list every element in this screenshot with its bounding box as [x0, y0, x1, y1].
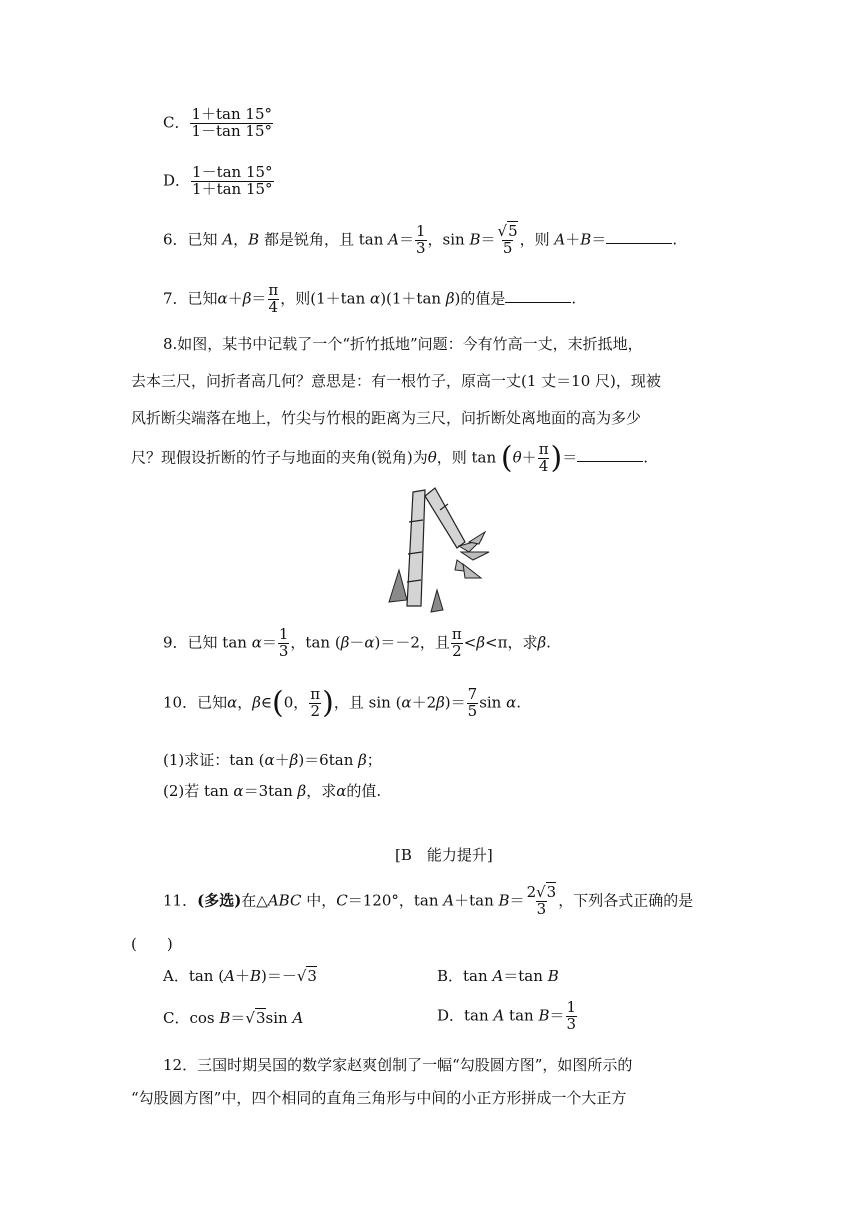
question-8-line-4: [131, 442, 648, 475]
fraction: [451, 627, 463, 660]
text: ，求: [306, 782, 337, 800]
fraction: [191, 165, 274, 198]
var: α: [370, 289, 381, 308]
var: β: [445, 289, 455, 308]
text: ＝: [261, 633, 277, 652]
question-11: [163, 885, 693, 918]
question-8-line-3: 风折断尖端落在地上，竹尖与竹根的距离为三尺，问折断处离地面的高为多少: [131, 409, 642, 427]
var: α: [217, 289, 228, 308]
text: ，sin: [427, 230, 470, 249]
text: 尺？现假设折断的竹子与地面的夹角(锐角)为: [131, 448, 428, 467]
q11-option-d[interactable]: [437, 1000, 578, 1033]
q11-option-c[interactable]: C．cos B＝√3sin A: [163, 1009, 304, 1027]
denominator: 3: [566, 1014, 577, 1033]
var: β: [297, 782, 307, 800]
text: D．tan: [437, 1006, 494, 1025]
answer-blank[interactable]: [505, 288, 571, 303]
text: ＋2: [411, 693, 437, 712]
denominator: 5: [502, 238, 513, 257]
text: 0，: [283, 693, 309, 712]
text: .: [643, 448, 649, 467]
text: <π，求: [485, 633, 538, 652]
denominator: 2: [452, 641, 462, 660]
var: A: [224, 967, 235, 985]
coefficient: 2: [526, 883, 537, 901]
text: ，下列各式正确的是: [558, 891, 694, 910]
text: ＝tan: [503, 967, 548, 985]
var: β: [537, 633, 547, 652]
q5-option-c: [163, 107, 274, 140]
question-9: [163, 627, 551, 660]
section-heading: [B 能力提升]: [395, 846, 493, 864]
text: C．cos: [163, 1009, 220, 1027]
fraction: [309, 687, 321, 720]
numerator: 1＋tan 15°: [191, 105, 273, 123]
text: tan: [504, 1006, 539, 1025]
text: ，则(1＋tan: [280, 289, 371, 308]
var: β: [289, 751, 299, 769]
denominator: 5: [467, 701, 478, 720]
text: 6．已知: [163, 230, 223, 249]
question-10-part-1: [163, 749, 382, 770]
radicand: 3: [546, 883, 557, 901]
text: .: [546, 633, 551, 652]
fraction: [497, 224, 519, 257]
text: ＝: [549, 1006, 565, 1025]
text: )＝: [444, 693, 466, 712]
var: α: [233, 782, 244, 800]
var: β: [252, 693, 261, 712]
denominator: 3: [278, 641, 289, 660]
denominator: 2: [310, 701, 320, 720]
text: 9．已知 tan: [163, 633, 252, 652]
numerator: 1－tan 15°: [192, 163, 273, 181]
var: β: [436, 693, 445, 712]
answer-paren[interactable]: ( ): [131, 935, 173, 953]
answer-blank[interactable]: [577, 447, 643, 462]
var: B: [498, 891, 510, 910]
radicand: 5: [508, 222, 518, 240]
q5-option-d: [163, 165, 275, 198]
var: A: [222, 230, 234, 249]
var: α: [364, 633, 375, 652]
denominator: 1－tan 15°: [191, 121, 273, 140]
var: A: [443, 891, 455, 910]
var: A: [388, 230, 399, 249]
right-paren: ): [322, 685, 334, 721]
question-6: [163, 224, 677, 257]
text: 在△: [241, 891, 268, 910]
text: ＝: [251, 289, 267, 308]
question-7: [163, 283, 576, 316]
var: C: [336, 891, 348, 910]
text: ＋: [274, 751, 290, 769]
denominator: 4: [538, 456, 549, 475]
numerator: π: [538, 440, 549, 458]
text: 都是锐角，且 tan: [259, 230, 389, 249]
text: ，且 sin (: [333, 693, 402, 712]
denominator: 4: [268, 297, 279, 316]
numerator: π: [310, 685, 321, 703]
var: β: [340, 633, 350, 652]
text: 7．已知: [163, 289, 218, 308]
var: α: [251, 633, 262, 652]
numerator: √5: [497, 222, 518, 240]
fraction: [415, 224, 427, 257]
text: ＝: [230, 1009, 246, 1027]
text: .: [672, 230, 678, 249]
left-paren: (: [272, 685, 284, 721]
text: ＝: [562, 448, 578, 467]
var: B: [580, 230, 592, 249]
text: 中，: [301, 891, 337, 910]
text: ，则 tan: [436, 448, 501, 467]
text: ＝: [480, 230, 496, 249]
text: ＝: [398, 230, 414, 249]
var: α: [264, 751, 275, 769]
text: sin: [479, 693, 507, 712]
text: ，tan (: [290, 633, 341, 652]
text: ，: [237, 693, 253, 712]
radicand: 3: [307, 967, 317, 985]
var: A: [493, 1006, 505, 1025]
numerator: π: [451, 625, 462, 643]
var: A: [492, 967, 504, 985]
fraction: [566, 1000, 578, 1033]
answer-blank[interactable]: [606, 229, 672, 244]
fraction: [538, 442, 550, 475]
var: ABC: [267, 891, 302, 910]
option-label: C．: [163, 113, 190, 132]
question-10-part-2: [163, 780, 381, 801]
var: α: [227, 693, 238, 712]
numerator: 1: [278, 625, 289, 643]
text: (2)若 tan: [163, 782, 234, 800]
var: θ: [427, 448, 437, 467]
text: ∈: [260, 693, 273, 712]
right-paren: ): [550, 440, 563, 476]
q11-option-b[interactable]: [437, 965, 559, 986]
fraction: [467, 687, 479, 720]
question-12-line-2: “勾股圆方图”中，四个相同的直角三角形与中间的小正方形拼成一个大正方: [131, 1089, 627, 1107]
text: )(1＋tan: [380, 289, 446, 308]
text: )的值是: [454, 289, 506, 308]
text: )＝6tan: [298, 751, 359, 769]
var: β: [358, 751, 367, 769]
text: ，则: [519, 230, 555, 249]
text: (1)求证：tan (: [163, 751, 265, 769]
question-12-line-1: 12．三国时期吴国的数学家赵爽创制了一幅“勾股圆方图”，如图所示的: [163, 1056, 633, 1074]
text: B．tan: [437, 967, 493, 985]
var: α: [506, 693, 517, 712]
radicand: 3: [255, 1009, 266, 1027]
text: ＝: [591, 230, 607, 249]
numerator: 1: [416, 222, 426, 240]
text: －: [349, 633, 365, 652]
text: 的值.: [346, 782, 382, 800]
var: B: [249, 967, 261, 985]
text: ；: [366, 751, 382, 769]
denominator: 1＋tan 15°: [192, 179, 273, 198]
question-8-line-1: 8.如图，某书中记载了一个“折竹抵地”问题：今有竹高一丈，末折抵地，: [163, 335, 643, 353]
var: α: [401, 693, 412, 712]
fraction: [190, 107, 273, 140]
var: α: [336, 782, 347, 800]
bamboo-illustration-icon: [385, 482, 505, 614]
text: sin: [265, 1009, 293, 1027]
text: .: [571, 289, 577, 308]
var: A: [554, 230, 566, 249]
q11-option-a[interactable]: A．tan (A＋B)＝－√3: [163, 967, 317, 985]
var: B: [219, 1009, 231, 1027]
text: .: [516, 693, 522, 712]
fraction: [526, 885, 558, 918]
var: B: [538, 1006, 550, 1025]
text: ＋: [227, 289, 243, 308]
text: )＝－: [260, 967, 297, 985]
text: 11．: [163, 891, 198, 910]
denominator: 3: [536, 899, 547, 918]
text: A．tan (: [163, 967, 225, 985]
text: ，: [233, 230, 249, 249]
fraction: [278, 627, 290, 660]
multi-select-tag: (多选): [197, 891, 242, 910]
var: β: [476, 633, 486, 652]
var: B: [547, 967, 559, 985]
numerator: 1: [566, 998, 577, 1016]
question-10: [163, 687, 521, 720]
fraction: [267, 283, 279, 316]
text: ＝120°，tan: [347, 891, 444, 910]
var: θ: [512, 448, 522, 467]
var: β: [242, 289, 252, 308]
text: ＝: [509, 891, 525, 910]
var: B: [469, 230, 481, 249]
text: <: [463, 633, 477, 652]
numerator: 7: [467, 685, 478, 703]
question-8-line-2: 去本三尺，问折者高几何？意思是：有一根竹子，原高一丈(1 丈＝10 尺)，现被: [131, 372, 661, 390]
text: ＋: [234, 967, 250, 985]
text: ＋: [521, 448, 537, 467]
numerator: π: [268, 281, 279, 299]
text: ＝3tan: [243, 782, 298, 800]
text: ＋: [565, 230, 581, 249]
text: )＝－2，且: [374, 633, 450, 652]
var: A: [292, 1009, 304, 1027]
left-paren: (: [500, 440, 513, 476]
denominator: 3: [416, 238, 426, 257]
text: ＋tan: [454, 891, 499, 910]
var: B: [248, 230, 260, 249]
option-label: D．: [163, 171, 191, 190]
text: 10．已知: [163, 693, 228, 712]
numerator: 2√3: [526, 883, 557, 901]
